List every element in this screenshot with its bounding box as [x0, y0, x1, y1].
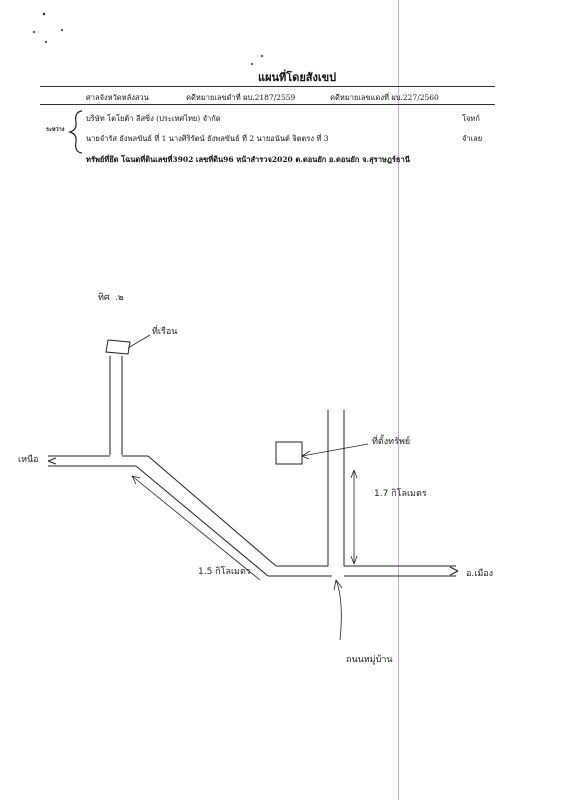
distance-right-label: 1.7 กิโลเมตร — [374, 489, 427, 499]
defendants-role: จำเลย — [462, 134, 483, 143]
building-icon — [106, 335, 150, 354]
top-building-label: ที่เรือน — [152, 327, 178, 337]
road-right-label: อ.เมือง — [466, 569, 494, 579]
between-label: ระหว่าง — [46, 127, 65, 133]
plaintiff-role: โจทก์ — [462, 114, 480, 123]
black-case-number: คดีหมายเลขดำที่ ผบ.2187/2559 — [186, 93, 296, 102]
court-name: ศาลจังหวัดหลังสวน — [86, 93, 149, 102]
property-box — [276, 442, 302, 464]
road-left-label: เหนือ — [18, 455, 39, 465]
plaintiff-name: บริษัท โตโยต้า ลีสซิ่ง (ประเทศไทย) จำกัด — [86, 114, 221, 123]
property-location-label: ที่ตั้งทรัพย์ — [372, 437, 411, 447]
distance-left-label: 1.5 กิโลเมตร — [198, 567, 251, 577]
north-label: ทิศ — [98, 293, 110, 303]
seized-property: ทรัพย์ที่ยึด โฉนดที่ดินเลขที่3902 เลขที่ดิน96 หน้าสำรวจ2020 ต.ดอนยัก อ.ดอนยัก จ.สุราษฎร์ธานี — [86, 155, 410, 164]
defendants-name: นายจำรัส ธังพลขันธ์ ที่ 1 นางศิริรัตน์ ธังพลขันธ์ ที่ 2 นายอนันต์ จิตตรง ที่ 3 — [86, 134, 329, 143]
svg-text:.๒: .๒ — [115, 293, 124, 303]
bottom-road-label: ถนนหมู่บ้าน — [346, 655, 393, 665]
page-title: แผนที่โดยสังเขป — [258, 71, 337, 84]
red-case-number: คดีหมายเลขแดงที่ ผบ.227/2560 — [330, 93, 439, 102]
